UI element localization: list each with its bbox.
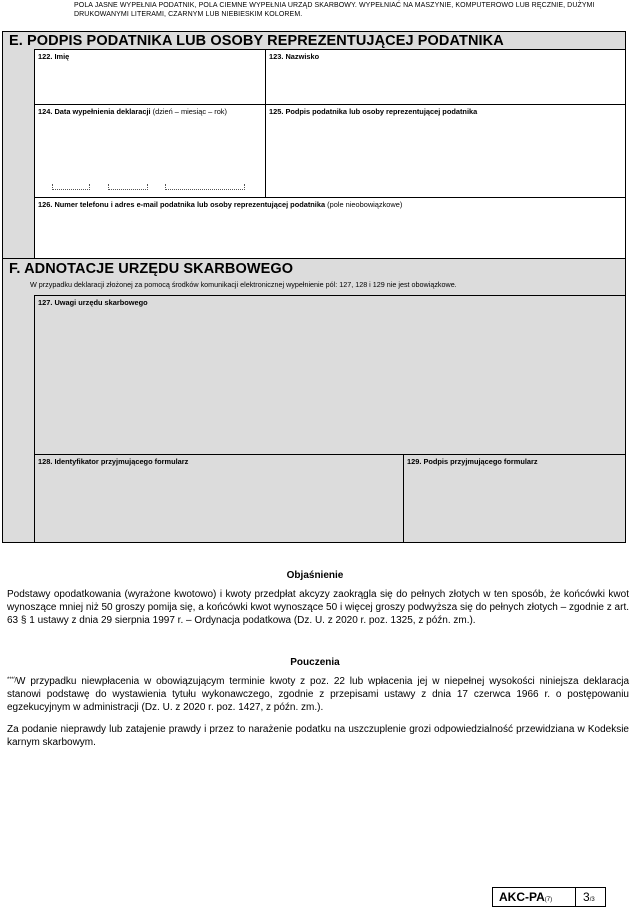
form-version: (7)	[544, 897, 553, 903]
section-f-title: F. ADNOTACJE URZĘDU SKARBOWEGO	[9, 261, 294, 277]
signature-label: 125. Podpis podatnika lub osoby reprezentującej podatnika	[269, 107, 478, 116]
page-number-total: /3	[589, 897, 595, 903]
page-number	[576, 888, 605, 908]
section-e-signature	[2, 31, 626, 259]
instructions-paragraph-2: Za podanie nieprawdy lub zatajenie prawdy i przez to narażenie podatku na uszczuplenie grozi odpowiedzialność przewidziana w Kodeksie karnym skarbowym.	[7, 724, 629, 748]
page-number-box	[575, 887, 606, 907]
contact-hint: (pole nieobowiązkowe)	[327, 200, 403, 209]
section-e-title: E. PODPIS PODATNIKA LUB OSOBY REPREZENTUJĄCEJ PODATNIKA	[9, 33, 504, 49]
surname-field[interactable]	[265, 49, 626, 105]
first-name-field[interactable]	[34, 49, 266, 105]
signature-field[interactable]	[265, 104, 626, 198]
form-code-text: AKC-PA	[499, 890, 545, 904]
date-year-marker	[165, 184, 245, 190]
explanation-heading: Objaśnienie	[286, 570, 344, 581]
form-instruction-note: POLA JASNE WYPEŁNIA PODATNIK, POLA CIEMNE WYPEŁNIA URZĄD SKARBOWY. WYPEŁNIAĆ NA MASZYNIE, KOMPUTEROWO LUB RĘCZNIE, DUŻYMI DRUKOWANYMI LITERAMI, CZARNYM LUB NIEBIESKIM KOLOREM.	[74, 2, 595, 18]
footnote-marker: ***)	[7, 677, 17, 683]
page-number-current: 3	[583, 890, 590, 904]
date-month-marker	[108, 184, 148, 190]
surname-label: 123. Nazwisko	[269, 52, 320, 61]
explanation-text: Podstawy opodatkowania (wyrażone kwotowo) i kwoty przedpłat akcyzy zaokrągla się do pełnych złotych w ten sposób, że końcówki kwot wynoszące mniej niż 50 groszy pomija się, a końcówki kwot wynoszące 50 i więcej groszy podwyższa się do pełnych złotych – zgodnie z art. 63 § 1 ustawy z dnia 29 sierpnia 1997 r. – Ordynacja podatkowa (Dz. U. z 2020 r. poz. 1325, z późn. zm.).	[7, 589, 629, 626]
receiver-signature-label: 129. Podpis przyjmującego formularz	[407, 457, 538, 466]
section-f-note: W przypadku deklaracji złożonej za pomocą środków komunikacji elektronicznej wypełnienie pól: 127, 128 i 129 nie jest obowiązkowe.	[30, 280, 457, 289]
form-code-box	[492, 887, 576, 907]
form-code	[493, 888, 575, 908]
declaration-date-label	[38, 107, 227, 116]
date-day-marker	[52, 184, 90, 190]
receiver-signature-field	[403, 454, 626, 543]
office-remarks-label: 127. Uwagi urzędu skarbowego	[38, 298, 148, 307]
contact-label-text: 126. Numer telefonu i adres e-mail podatnika lub osoby reprezentującej podatnika	[38, 200, 326, 209]
contact-field[interactable]	[34, 197, 626, 259]
receiver-id-label: 128. Identyfikator przyjmującego formularz	[38, 457, 189, 466]
first-name-label: 122. Imię	[38, 52, 70, 61]
declaration-date-hint: (dzień – miesiąc – rok)	[152, 107, 227, 116]
receiver-id-field	[34, 454, 404, 543]
section-f-office-notes	[2, 258, 626, 543]
declaration-date-label-text: 124. Data wypełnienia deklaracji	[38, 107, 151, 116]
instructions-text-1: W przypadku niewpłacenia w obowiązującym terminie kwoty z poz. 22 lub wpłacenia jej w niepełnej wysokości niniejsza deklaracja stanowi podstawę do wystawienia tytułu wykonawczego, zgodnie z przepisami ustawy z dnia 17 czerwca 1966 r. o postępowaniu egzekucyjnym w administracji (Dz. U. z 2020 r. poz. 1427, z późn. zm.).	[7, 676, 629, 713]
office-remarks-field	[34, 295, 626, 455]
instructions-paragraph-1	[7, 675, 629, 714]
contact-label	[38, 200, 402, 209]
instructions-heading: Pouczenia	[290, 657, 340, 668]
